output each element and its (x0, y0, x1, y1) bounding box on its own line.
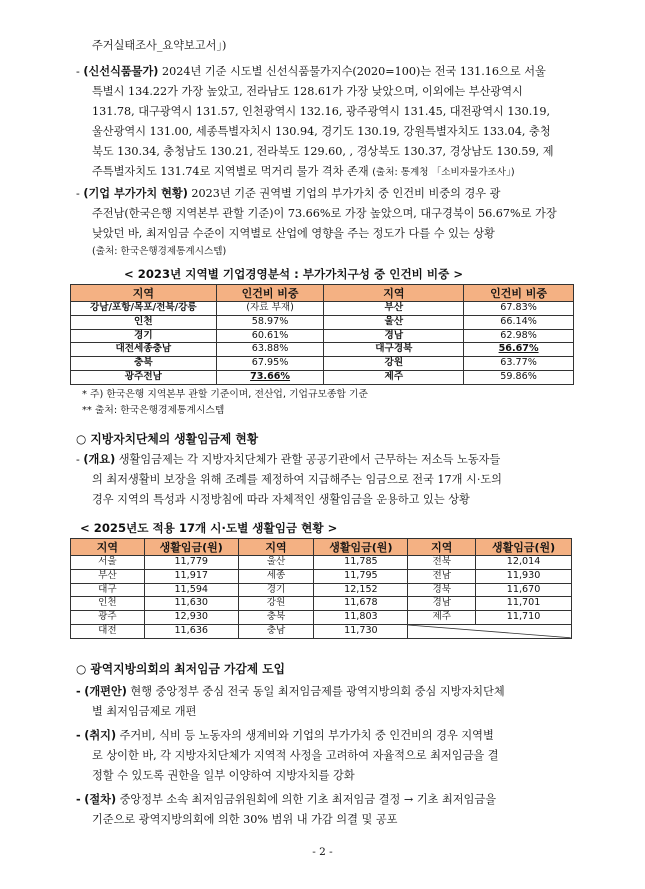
page-number: - 2 - (312, 846, 333, 858)
highest-value-cell: 73.66% (216, 370, 324, 384)
value-cell: 59.86% (464, 370, 574, 384)
region-cell: 충북 (71, 357, 217, 371)
table-row (71, 611, 572, 625)
region-cell: 울산 (238, 556, 314, 570)
region-cell: 강원 (324, 357, 464, 371)
table-row (71, 315, 574, 329)
table-row (71, 302, 574, 316)
region-cell: 강원 (238, 597, 314, 611)
section-heading: ○ 광역지방의회의 최저임금 가감제 도입 (76, 662, 286, 676)
paragraph-text: 경우 지역의 특성과 시정방침에 따라 자체적인 생활임금을 운용하고 있는 상황 (92, 493, 470, 506)
source-note: (출처: 한국은행경제통계시스템) (92, 246, 227, 257)
region-cell: 대구경북 (324, 343, 464, 357)
paragraph-label: (신선식품물가) (83, 65, 159, 78)
value-cell: 11,670 (476, 583, 572, 597)
table-row (71, 357, 574, 371)
region-cell: 경남 (324, 329, 464, 343)
paragraph-label: (개요) (83, 453, 116, 466)
table-caption: < 2023년 지역별 기업경영분석 : 부가가치구성 중 인건비 비중 > (124, 267, 464, 281)
paragraph-text: 주특별자치도 131.74로 지역별로 먹거리 물가 격차 존재 (92, 165, 373, 178)
column-header: 생활임금(원) (314, 539, 408, 556)
table-row (71, 597, 572, 611)
paragraph-text: 북도 130.34, 충청남도 130.21, 전라북도 129.60, , 경상북도 130.37, 경상남도 130.59, 제 (92, 145, 554, 158)
region-cell: 서울 (71, 556, 145, 570)
value-cell: 12,014 (476, 556, 572, 570)
value-cell: 11,594 (144, 583, 238, 597)
region-cell: 경기 (71, 329, 217, 343)
paragraph-text: 2024년 기준 시도별 신선식품물가지수(2020=100)는 전국 131.16으로 서울 (158, 65, 546, 78)
column-header: 지역 (238, 539, 314, 556)
column-header: 지역 (324, 285, 464, 302)
region-cell: 부산 (324, 302, 464, 316)
paragraph-text: 정할 수 있도록 권한을 일부 이양하여 지방자치를 강화 (92, 769, 355, 782)
paragraph-label: (절차) (84, 793, 117, 806)
paragraph-text: 2023년 기준 권역별 기업의 부가가치 중 인건비 비중의 경우 광 (187, 187, 501, 200)
paragraph-text: 의 최저생활비 보장을 위해 조례를 제정하여 지급해주는 임금으로 전국 17개 시·도의 (92, 473, 502, 486)
value-cell: 12,152 (314, 583, 408, 597)
table-row (71, 556, 572, 570)
paragraph-text: 주거비, 식비 등 노동자의 생계비와 기업의 부가가치 중 인건비의 경우 지역별 (116, 729, 494, 742)
table-row (71, 583, 572, 597)
value-cell: 11,917 (144, 569, 238, 583)
region-cell: 광주 (71, 611, 145, 625)
paragraph-text: 특별시 134.22가 가장 높았고, 전라남도 128.61가 가장 낮았으며, 이외에는 부산광역시 (92, 85, 523, 98)
paragraph-text: 기준으로 광역지방의회에 의한 30% 범위 내 가감 의결 및 공포 (92, 813, 398, 826)
value-cell: 11,785 (314, 556, 408, 570)
bullet-dash: - (76, 793, 81, 806)
value-cell: 11,710 (476, 611, 572, 625)
value-cell: 11,678 (314, 597, 408, 611)
table-row (71, 343, 574, 357)
region-cell: 대전 (71, 624, 145, 638)
region-cell: 경북 (408, 583, 476, 597)
region-cell: 제주 (324, 370, 464, 384)
table-row (71, 329, 574, 343)
value-cell: 63.88% (216, 343, 324, 357)
column-header: 생활임금(원) (144, 539, 238, 556)
bullet-dash: - (76, 453, 80, 466)
paragraph-text: 로 상이한 바, 각 지방자치단체가 지역적 사정을 고려하여 자율적으로 최저임금을 결 (92, 749, 499, 762)
value-cell: 67.83% (464, 302, 574, 316)
paragraph-label: (개편안) (84, 685, 127, 698)
value-cell: 11,779 (144, 556, 238, 570)
table-caption: < 2025년도 적용 17개 시·도별 생활임금 현황 > (80, 521, 338, 535)
table-footnote: ** 출처: 한국은행경제통계시스템 (82, 405, 225, 416)
column-header: 인건비 비중 (216, 285, 324, 302)
empty-cell (408, 624, 572, 638)
paragraph-text: 중앙정부 소속 최저임금위원회에 의한 기초 최저임금 결정 → 기초 최저임금을 (116, 793, 497, 806)
value-cell: 66.14% (464, 315, 574, 329)
column-header: 지역 (71, 539, 145, 556)
region-cell: 부산 (71, 569, 145, 583)
section-heading: ○ 지방자치단체의 생활임금제 현황 (76, 432, 259, 446)
source-note: (출처: 통계청 「소비자물가조사」) (372, 167, 515, 178)
value-cell: 58.97% (216, 315, 324, 329)
region-cell: 경기 (238, 583, 314, 597)
value-cell: 11,730 (314, 624, 408, 638)
region-cell: 인천 (71, 315, 217, 329)
region-cell: 경남 (408, 597, 476, 611)
table-row (71, 624, 572, 638)
region-cell: 제주 (408, 611, 476, 625)
column-header: 인건비 비중 (464, 285, 574, 302)
region-cell: 울산 (324, 315, 464, 329)
value-cell: 12,930 (144, 611, 238, 625)
value-cell: 11,636 (144, 624, 238, 638)
labor-cost-table (70, 284, 574, 385)
paragraph-label: (기업 부가가치 현황) (83, 187, 188, 200)
lowest-value-cell: 56.67% (464, 343, 574, 357)
paragraph-text: 현행 중앙정부 중심 전국 동일 최저임금제를 광역지방의회 중심 지방자치단체 (126, 685, 505, 698)
bullet-dash: - (76, 187, 80, 200)
table-row (71, 370, 574, 384)
bullet-dash: - (76, 685, 81, 698)
table-footnote: * 주) 한국은행 지역본부 관할 기준이며, 전산업, 기업규모종합 기준 (82, 389, 368, 400)
region-cell: 세종 (238, 569, 314, 583)
paragraph-label: (취지) (84, 729, 117, 742)
region-cell: 충남 (238, 624, 314, 638)
bullet-dash: - (76, 65, 80, 78)
region-cell: 대구 (71, 583, 145, 597)
value-cell: 11,930 (476, 569, 572, 583)
value-cell: 11,630 (144, 597, 238, 611)
region-cell: 인천 (71, 597, 145, 611)
paragraph-text: 131.78, 대구광역시 131.57, 인천광역시 132.16, 광주광역시 131.45, 대전광역시 130.19, (92, 105, 551, 118)
region-cell: 강남/포항/목포/전북/강릉 (71, 302, 217, 316)
value-cell: 11,803 (314, 611, 408, 625)
value-cell: 67.95% (216, 357, 324, 371)
region-cell: 전남 (408, 569, 476, 583)
diagonal-line (408, 625, 571, 638)
paragraph-text: 별 최저임금제로 개편 (92, 705, 197, 718)
table-header-row (71, 285, 574, 302)
region-cell: 대전세종충남 (71, 343, 217, 357)
value-cell: 62.98% (464, 329, 574, 343)
table-header-row (71, 539, 572, 556)
value-cell: 60.61% (216, 329, 324, 343)
column-header: 지역 (408, 539, 476, 556)
region-cell: 전북 (408, 556, 476, 570)
region-cell: 충북 (238, 611, 314, 625)
paragraph-text: 낮았던 바, 최저임금 수준이 지역별로 산업에 영향을 주는 정도가 다를 수 있는 상황 (92, 227, 495, 240)
value-cell: 11,701 (476, 597, 572, 611)
table-row (71, 569, 572, 583)
value-cell: (자료 부재) (216, 302, 324, 316)
region-cell: 광주전남 (71, 370, 217, 384)
value-cell: 63.77% (464, 357, 574, 371)
bullet-dash: - (76, 729, 81, 742)
value-cell: 11,795 (314, 569, 408, 583)
continuation-line: 주거실태조사_요약보고서」) (92, 39, 227, 52)
column-header: 지역 (71, 285, 217, 302)
paragraph-text: 울산광역시 131.00, 세종특별자치시 130.94, 경기도 130.19, 강원특별자치도 133.04, 충청 (92, 125, 551, 138)
column-header: 생활임금(원) (476, 539, 572, 556)
paragraph-text: 생활임금제는 각 지방자치단체가 관할 공공기관에서 근무하는 저소득 노동자들 (115, 453, 501, 466)
paragraph-text: 주전남(한국은행 지역본부 관할 기준)이 73.66%로 가장 높았으며, 대구경북이 56.67%로 가장 (92, 207, 557, 220)
living-wage-table (70, 538, 572, 639)
